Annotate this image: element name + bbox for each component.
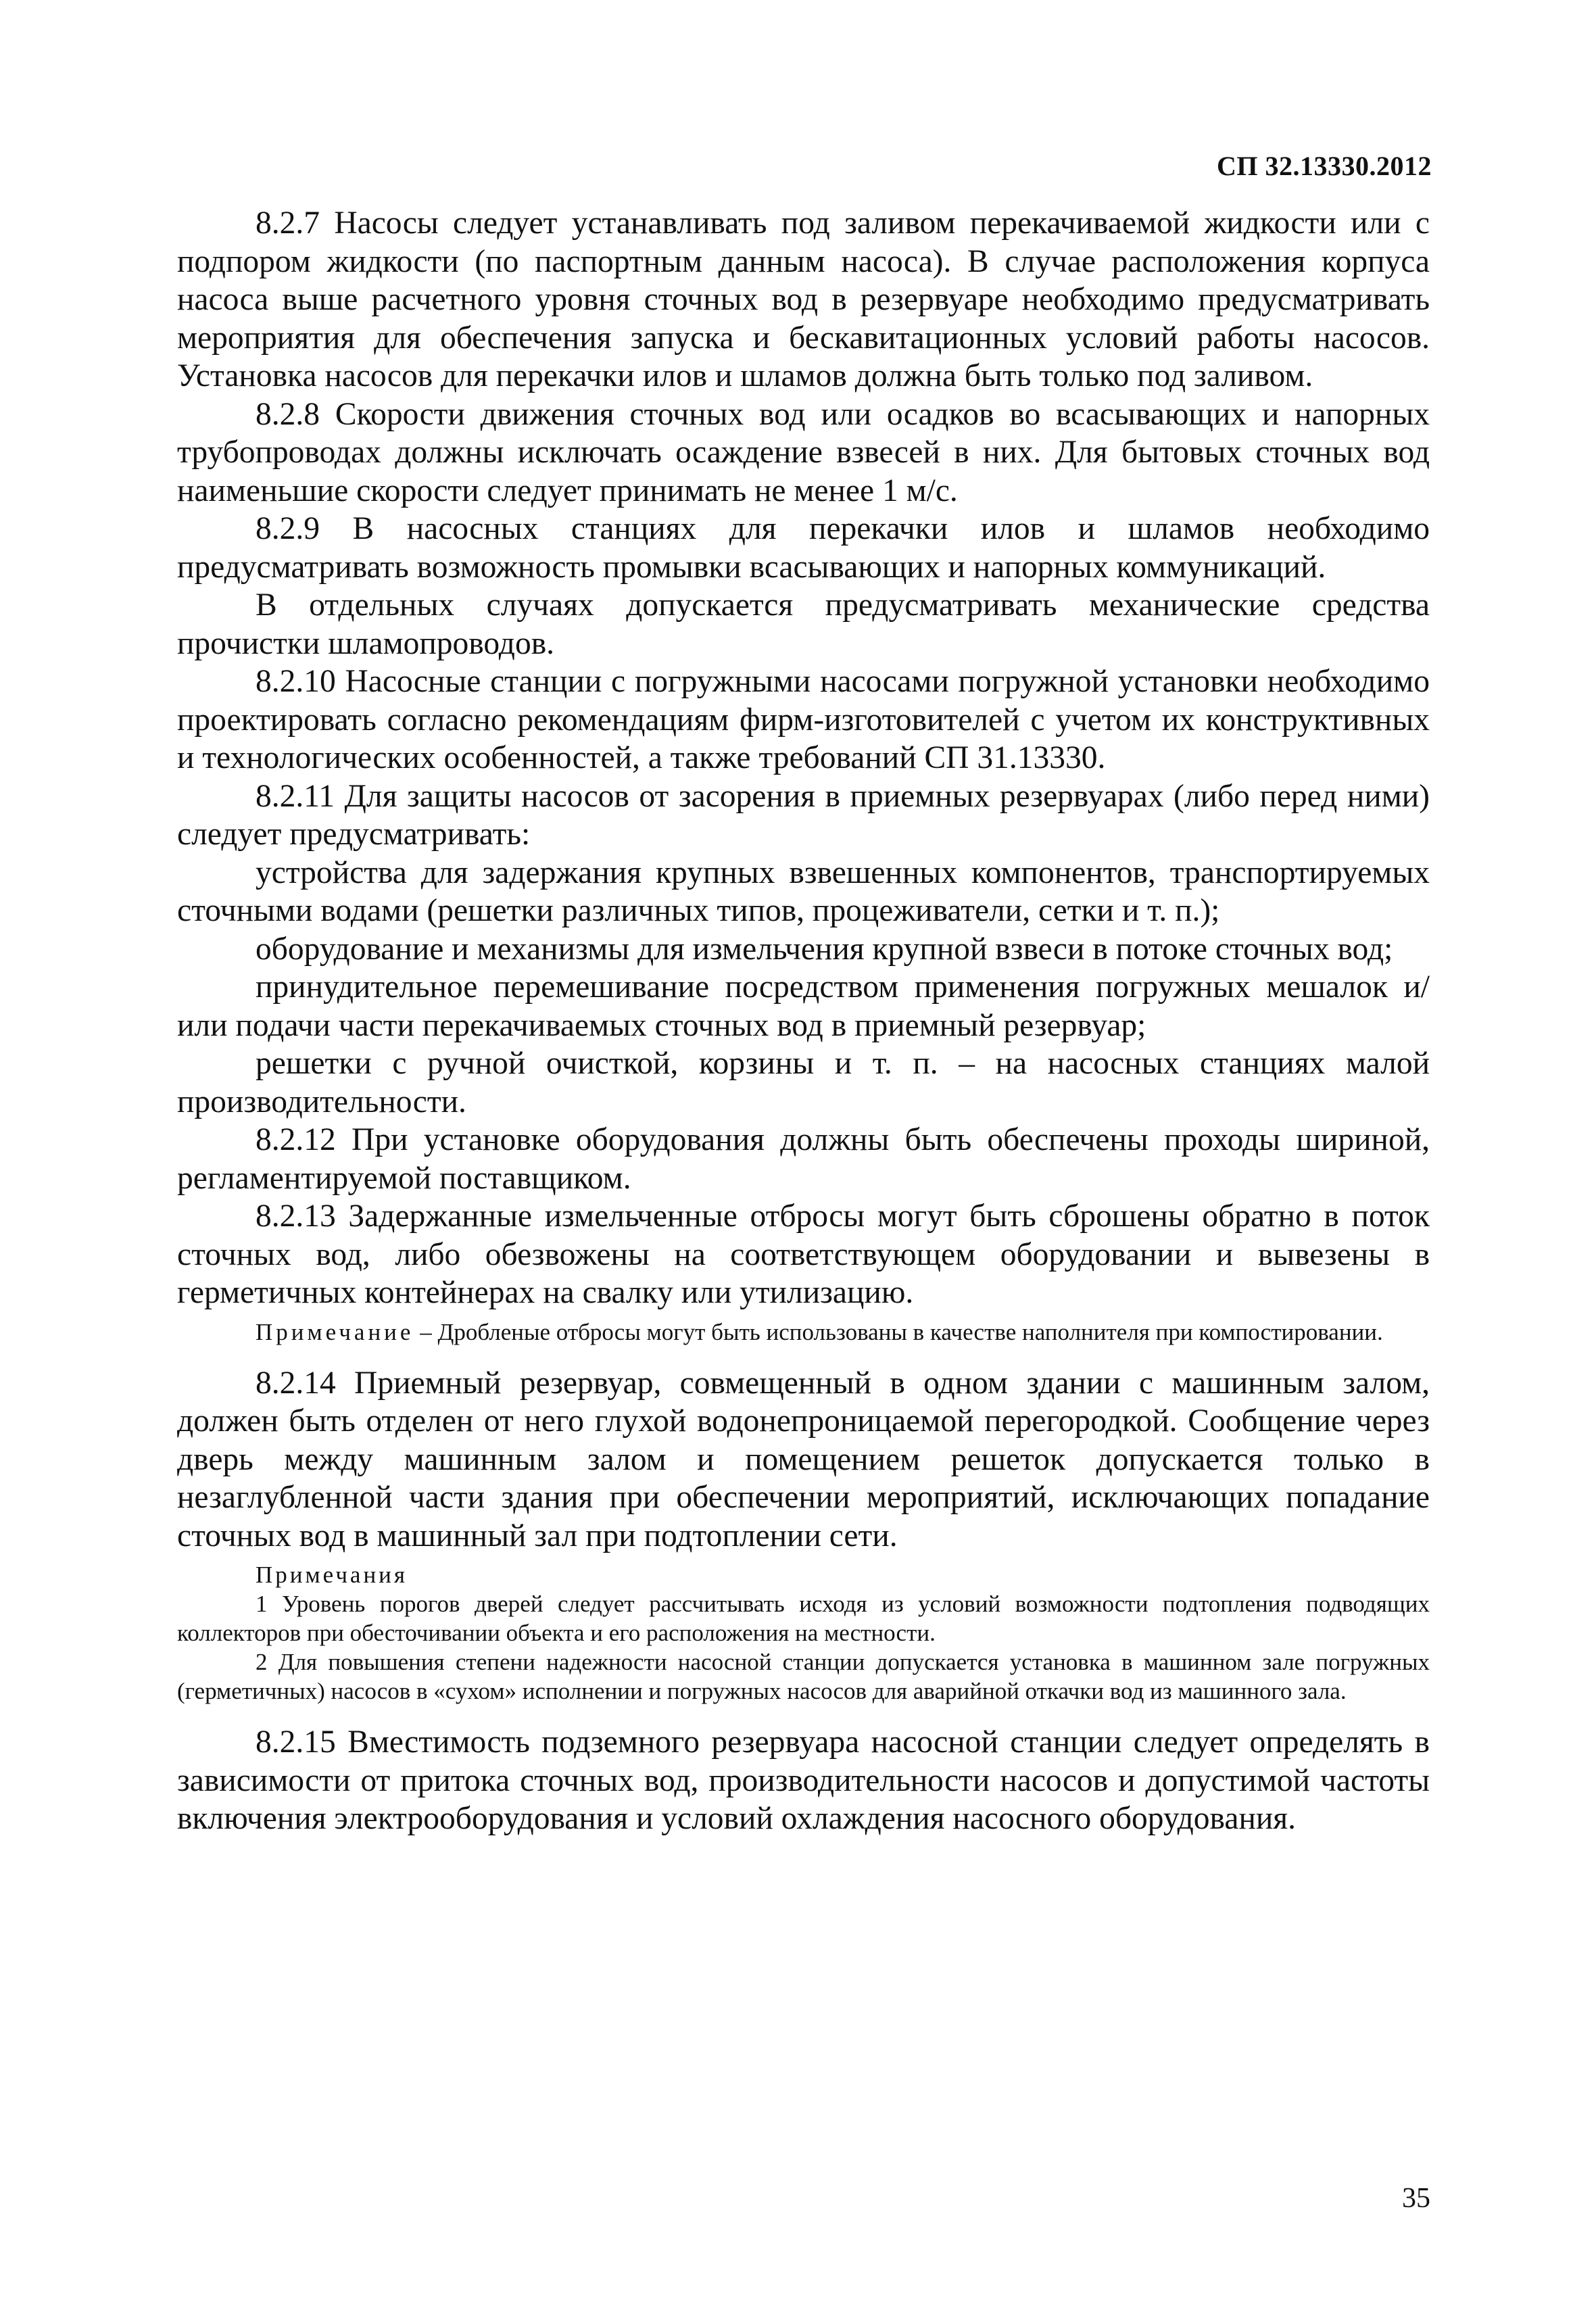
clause-8-2-10: 8.2.10 Насосные станции с погружными насосами погружной установки необходимо проектировать согласно рекомендациям фирм-изготовителей с учетом их конструктивных и технологических особенностей, а также требований СП 31.13330. [177,664,1430,775]
clause-8-2-12: 8.2.12 При установке оборудования должны быть обеспечены проходы шириной, регламентируемой поставщиком. [177,1122,1430,1196]
clause-8-2-15: 8.2.15 Вместимость подземного резервуара насосной станции следует определять в зависимости от притока сточных вод, производительности насосов и допустимой частоты включения электрооборудования и условий охлаждения насосного оборудования. [177,1724,1430,1836]
clause-8-2-11-item: решетки с ручной очисткой, корзины и т. п. – на насосных станциях малой производительности. [177,1046,1430,1119]
note-text: – Дробленые отбросы могут быть использованы в качестве наполнителя при компостировании. [414,1318,1383,1345]
note-label: Примечание [256,1318,414,1345]
page-body [177,204,1430,1838]
document-code: СП 32.13330.2012 [1217,151,1432,181]
clause-8-2-7: 8.2.7 Насосы следует устанавливать под заливом перекачиваемой жидкости или с подпором жидкости (по паспортным данным насоса). В случае расположения корпуса насоса выше расчетного уровня сточных вод в резервуаре необходимо предусматривать мероприятия для обеспечения запуска и бескавитационных условий работы насосов. Установка насосов для перекачки илов и шламов должна быть только под заливом. [177,206,1430,393]
note-item-1: 1 Уровень порогов дверей следует рассчитывать исходя из условий возможности подтопления подводящих коллекторов при обесточивании объекта и его расположения на местности. [177,1591,1430,1646]
clause-8-2-14: 8.2.14 Приемный резервуар, совмещенный в одном здании с машинным залом, должен быть отделен от него глухой водонепроницаемой перегородкой. Сообщение через дверь между машинным залом и помещением решеток допускается только в незаглубленной части здания при обеспечении мероприятий, исключающих попадание сточных вод в машинный зал при подтоплении сети. [177,1365,1430,1553]
page-number: 35 [1402,2183,1430,2214]
clause-8-2-11-item: оборудование и механизмы для измельчения крупной взвеси в потоке сточных вод; [256,931,1393,967]
clause-8-2-9-continued: В отдельных случаях допускается предусматривать механические средства прочистки шламопроводов. [177,587,1430,661]
note-8-2-13 [177,1318,1430,1347]
notes-heading: Примечания [256,1562,408,1588]
clause-8-2-13: 8.2.13 Задержанные измельченные отбросы могут быть сброшены обратно в поток сточных вод, либо обезвожены на соответствующем оборудовании и вывезены в герметичных контейнерах на свалку или утилизацию. [177,1199,1430,1310]
clause-8-2-11-item: принудительное перемешивание посредством применения погружных мешалок и/или подачи части перекачиваемых сточных вод в приемный резервуар; [177,969,1430,1043]
clause-8-2-8: 8.2.8 Скорости движения сточных вод или осадков во всасывающих и напорных трубопроводах должны исключать осаждение взвесей в них. Для бытовых сточных вод наименьшие скорости следует принимать не менее 1 м/с. [177,396,1430,508]
clause-8-2-11-item: устройства для задержания крупных взвешенных компонентов, транспортируемых сточными водами (решетки различных типов, процеживатели, сетки и т. п.); [177,854,1430,928]
note-item-2: 2 Для повышения степени надежности насосной станции допускается установка в машинном зале погружных (герметичных) насосов в «сухом» исполнении и погружных насосов для аварийной откачки вод из машинного зала. [177,1649,1430,1704]
clause-8-2-11: 8.2.11 Для защиты насосов от засорения в приемных резервуарах (либо перед ними) следует предусматривать: [177,778,1430,852]
clause-8-2-9: 8.2.9 В насосных станциях для перекачки илов и шламов необходимо предусматривать возможность промывки всасывающих и напорных коммуникаций. [177,511,1430,585]
